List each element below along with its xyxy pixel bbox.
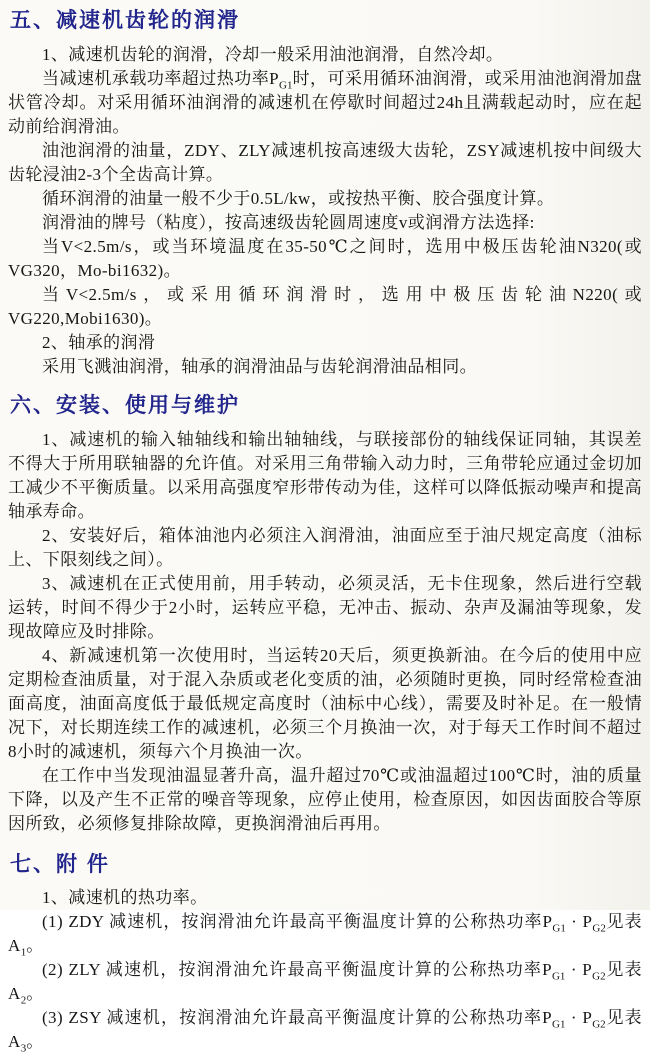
section-gear-lubrication <box>8 8 642 379</box>
paragraph: 采用飞溅油润滑，轴承的润滑油品与齿轮润滑油品相同。 <box>42 357 477 376</box>
paragraph: (3) ZSY 减速机，按润滑油允许最高平衡温度计算的公称热功率$P_{G1} \cdot P_{G2}$见表$A_3$。 <box>8 1008 642 1054</box>
paragraph: 油池润滑的油量，ZDY、ZLY减速机按高速级大齿轮，ZSY减速机按中间级大齿轮浸油2-3个全齿高计算。 <box>8 141 642 184</box>
paragraph: 1、减速机的输入轴轴线和输出轴轴线，与联接部份的轴线保证同轴，其误差不得大于所用联轴器的允许值。对采用三角带输入动力时，三角带轮应通过金切加工减少不平衡质量。以采用高强度窄形带传动为佳，这样可以降低振动噪声和提高轴承寿命。 <box>8 430 642 521</box>
paragraph: 当V<2.5m/s，或当环境温度在35-50℃之间时，选用中极压齿轮油N320(或VG320，Mo-bi1632)。 <box>8 237 642 280</box>
paragraph: (2) ZLY 减速机，按润滑油允许最高平衡温度计算的公称热功率$P_{G1} \cdot P_{G2}$见表$A_2$。 <box>8 960 642 1007</box>
paragraph: 2、安装好后，箱体油池内必须注入润滑油，油面应至于油尺规定高度（油标上、下限刻线之间）。 <box>8 526 642 569</box>
paragraph: 2、轴承的润滑 <box>42 333 156 352</box>
paragraph: 润滑油的牌号（粘度），按高速级齿轮圆周速度v或润滑方法选择: <box>42 213 535 232</box>
section-5-heading: 五、减速机齿轮的润滑 <box>10 9 240 32</box>
section-appendix <box>8 852 642 1054</box>
section-7-heading: 七、附 件 <box>10 853 110 876</box>
section-6-heading: 六、安装、使用与维护 <box>10 394 240 417</box>
section-installation-use-maintenance <box>8 393 642 836</box>
paragraph: (1) ZDY 减速机，按润滑油允许最高平衡温度计算的公称热功率$P_{G1} \cdot P_{G2}$见表$A_1$。 <box>8 912 642 959</box>
paragraph: 1、减速机齿轮的润滑，冷却一般采用油池润滑，自然冷却。 <box>42 45 504 64</box>
paragraph: 4、新减速机第一次使用时，当运转20天后，须更换新油。在今后的使用中应定期检查油质量，对于混入杂质或老化变质的油，必须随时更换，同时经常检查油面高度，油面高度低于最低规定高度时（油标中心线），需要及时补足。在一般情况下，对长期连续工作的减速机，必须三个月换油一次，对于每天工作时间不超过8小时的减速机，须每六个月换油一次。 <box>8 646 642 761</box>
paragraph: 当V<2.5m/s，或采用循环润滑时，选用中极压齿轮油N220(或VG220,Mobi1630)。 <box>8 285 642 328</box>
paragraph: 在工作中当发现油温显著升高，温升超过70℃或油温超过100℃时，油的质量下降，以及产生不正常的噪音等现象，应停止使用，检查原因，如因齿面胶合等原因所致，必须修复排除故障，更换润滑油后再用。 <box>8 766 642 833</box>
paragraph: 3、减速机在正式使用前，用手转动，必须灵活，无卡住现象，然后进行空载运转，时间不得少于2小时，运转应平稳，无冲击、振动、杂声及漏油等现象，发现故障应及时排除。 <box>8 574 642 641</box>
paragraph: 当减速机承载功率超过热功率$P_{G1}$时，可采用循环油润滑，或采用油池润滑加盘状管冷却。对采用循环油润滑的减速机在停歇时间超过24h且满载起动时，应在起动前给润滑油。 <box>8 69 643 136</box>
paragraph: 循环润滑的油量一般不少于0.5L/kw，或按热平衡、胶合强度计算。 <box>42 189 555 208</box>
paragraph: 1、减速机的热功率。 <box>42 888 208 907</box>
